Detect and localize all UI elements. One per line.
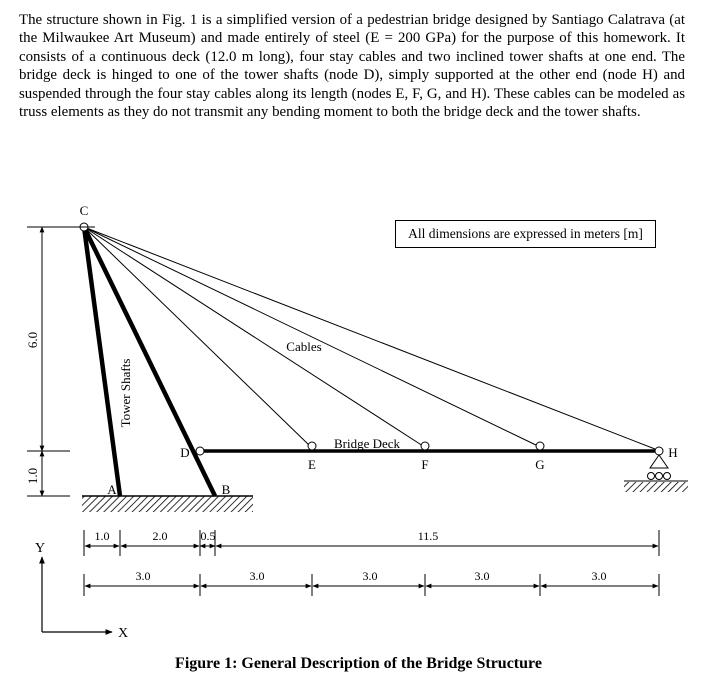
node-label-c: C: [79, 203, 89, 218]
tower-shafts-label: Tower Shafts: [118, 358, 133, 428]
cable-cg: [84, 227, 538, 446]
dim-label-seg4: 3.0: [474, 569, 490, 583]
node-label-h: H: [668, 445, 678, 460]
hinge-f: [421, 442, 429, 450]
figure-caption-text: Figure 1: General Description of the Bridge Structure: [175, 655, 542, 672]
dim-label-0-5: 0.5: [200, 529, 216, 543]
hinge-d: [196, 447, 204, 455]
units-note: All dimensions are expressed in meters [m]: [395, 220, 656, 248]
dim-label-seg2: 3.0: [249, 569, 265, 583]
node-label-g: G: [535, 457, 545, 472]
dim-label-seg1: 3.0: [135, 569, 151, 583]
node-label-f: F: [421, 457, 429, 472]
horizontal-dimension-row1: [84, 530, 659, 556]
node-label-b: B: [221, 482, 231, 497]
cable-ch: [84, 227, 655, 449]
dim-label-1-0: 1.0: [94, 529, 110, 543]
hinge-h: [655, 447, 663, 455]
node-label-e: E: [308, 457, 316, 472]
dim-label-seg3: 3.0: [362, 569, 378, 583]
node-label-d: D: [180, 445, 190, 460]
dim-label-11-5: 11.5: [417, 529, 439, 543]
stay-cables: [84, 227, 655, 449]
dim-label-2-0: 2.0: [152, 529, 168, 543]
figure-caption: [0, 655, 719, 673]
axis-label-y: Y: [34, 541, 46, 556]
hinge-e: [308, 442, 316, 450]
roller-support-h: [624, 455, 688, 492]
axis-label-x: X: [117, 626, 129, 641]
hinge-g: [536, 442, 544, 450]
dim-label-6: 6.0: [25, 331, 40, 349]
vertical-dimension: [27, 227, 95, 496]
problem-description: The structure shown in Fig. 1 is a simplified version of a pedestrian bridge designed by Santiago Calatrava (at the Milwaukee Art Museum) and made entirely of steel (E = 200 GPa) for the purpose of this homework. It consists of a continuous deck (12.0 m long), four stay cables and two inclined tower shafts at one end. The bridge deck is hinged to one of the tower shafts (node D), simply supported at the other end (node H) and suspended through the four stay cables along its length (nodes E, F, G, and H). These cables can be modeled as truss elements as they do not transmit any bending moment to both the bridge deck and the tower shafts.: [19, 12, 685, 121]
cables-label: Cables: [286, 339, 322, 354]
dim-label-1: 1.0: [25, 467, 40, 485]
coordinate-axes: [42, 557, 112, 632]
dim-label-seg5: 3.0: [591, 569, 607, 583]
ground-hatch: [82, 496, 253, 512]
bridge-deck-label: Bridge Deck: [333, 436, 401, 451]
node-label-a: A: [107, 482, 117, 497]
